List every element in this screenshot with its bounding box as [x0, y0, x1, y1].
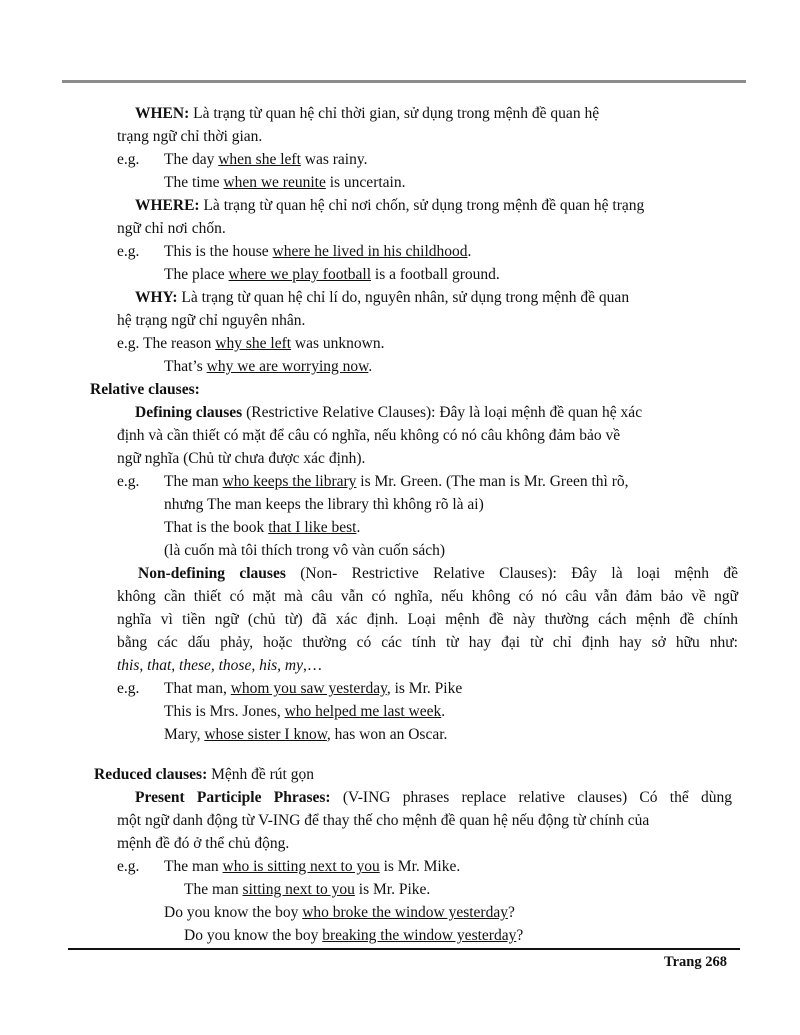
when-desc-line-2: trạng ngữ chỉ thời gian. — [117, 128, 263, 145]
reduced-example-1: The man who is sitting next to you is Mr. Mike. — [164, 858, 461, 875]
relative-clauses-title: Relative clauses: — [90, 381, 200, 398]
why-example-1: e.g. The reason why she left was unknown. — [117, 335, 385, 352]
ppp-desc-line-1: Present Participle Phrases: (V-ING phrases replace relative clauses) Có thể dùng — [135, 789, 732, 806]
eg-label: e.g. — [117, 680, 140, 697]
footer-rule — [68, 948, 740, 950]
defining-desc-line-3: ngữ nghĩa (Chủ từ chưa được xác định). — [117, 450, 366, 467]
when-example-2: The time when we reunite is uncertain. — [164, 174, 406, 191]
page-number: Trang 268 — [664, 954, 727, 970]
nondefining-desc-line-1: Non-defining clauses (Non- Restrictive Relative Clauses): Đây là loại mệnh đề — [138, 565, 738, 582]
eg-label: e.g. — [117, 858, 140, 875]
when-heading: WHEN: — [135, 105, 190, 122]
defining-desc-line-1: Defining clauses (Restrictive Relative Clauses): Đây là loại mệnh đề quan hệ xác — [135, 404, 643, 421]
nondefining-desc-line-2: không cần thiết có mặt mà câu vẫn có nghĩa, nếu không có nó câu vẫn đảm bảo về ngữ — [117, 588, 738, 605]
reduced-example-4: Do you know the boy breaking the window yesterday? — [184, 927, 524, 944]
nondefining-example-2: This is Mrs. Jones, who helped me last week. — [164, 703, 446, 720]
nondefining-desc-line-4: bằng các dấu phảy, hoặc thường có các tính từ hay đại từ chỉ định hay sở hữu như: — [117, 634, 738, 651]
where-desc-line-2: ngữ chỉ nơi chốn. — [117, 220, 226, 237]
why-example-2: That’s why we are worrying now. — [164, 358, 373, 375]
ppp-desc-line-2: một ngữ danh động từ V-ING để thay thế cho mệnh đề quan hệ nếu động từ chính của — [117, 812, 650, 829]
ppp-heading: Present Participle Phrases: — [135, 789, 331, 806]
why-heading: WHY: — [135, 289, 178, 306]
where-example-2: The place where we play football is a football ground. — [164, 266, 500, 283]
eg-label: e.g. — [117, 151, 140, 168]
defining-example-2: That is the book that I like best. — [164, 519, 361, 536]
eg-label: e.g. — [117, 243, 140, 260]
header-rule — [62, 80, 746, 83]
defining-example-2-note: (là cuốn mà tôi thích trong vô vàn cuốn sách) — [164, 542, 446, 559]
ppp-desc-line-3: mệnh đề đó ở thể chủ động. — [117, 835, 290, 852]
when-desc-line-1: WHEN: Là trạng từ quan hệ chỉ thời gian, sử dụng trong mệnh đề quan hệ — [135, 105, 600, 122]
defining-desc-line-2: định và cần thiết có mặt để câu có nghĩa, nếu không có nó câu không đảm bảo về — [117, 427, 621, 444]
reduced-example-2: The man sitting next to you is Mr. Pike. — [184, 881, 431, 898]
nondefining-example-3: Mary, whose sister I know, has won an Oscar. — [164, 726, 448, 743]
defining-heading: Defining clauses — [135, 404, 243, 421]
reduced-clauses-title: Reduced clauses: Mệnh đề rút gọn — [94, 766, 314, 783]
where-example-1: This is the house where he lived in his childhood. — [164, 243, 472, 260]
why-desc-line-1: WHY: Là trạng từ quan hệ chỉ lí do, nguyên nhân, sử dụng trong mệnh đề quan — [135, 289, 630, 306]
nondefining-desc-line-3: nghĩa vì tiền ngữ (chủ từ) đã xác định. Loại mệnh đề này thường cách mệnh đề chính — [117, 611, 738, 628]
nondefining-desc-line-5: this, that, these, those, his, my,… — [117, 657, 323, 674]
where-heading: WHERE: — [135, 197, 200, 214]
where-desc-line-1: WHERE: Là trạng từ quan hệ chỉ nơi chốn, sử dụng trong mệnh đề quan hệ trạng — [135, 197, 645, 214]
when-example-1: The day when she left was rainy. — [164, 151, 368, 168]
nondefining-example-1: That man, whom you saw yesterday, is Mr. Pike — [164, 680, 463, 697]
eg-label: e.g. — [117, 473, 140, 490]
reduced-example-3: Do you know the boy who broke the window yesterday? — [164, 904, 515, 921]
nondefining-heading: Non-defining clauses — [138, 565, 286, 582]
why-desc-line-2: hệ trạng ngữ chỉ nguyên nhân. — [117, 312, 306, 329]
defining-example-1: The man who keeps the library is Mr. Green. (The man is Mr. Green thì rõ, — [164, 473, 629, 490]
defining-example-1-cont: nhưng The man keeps the library thì không rõ là ai) — [164, 496, 484, 513]
